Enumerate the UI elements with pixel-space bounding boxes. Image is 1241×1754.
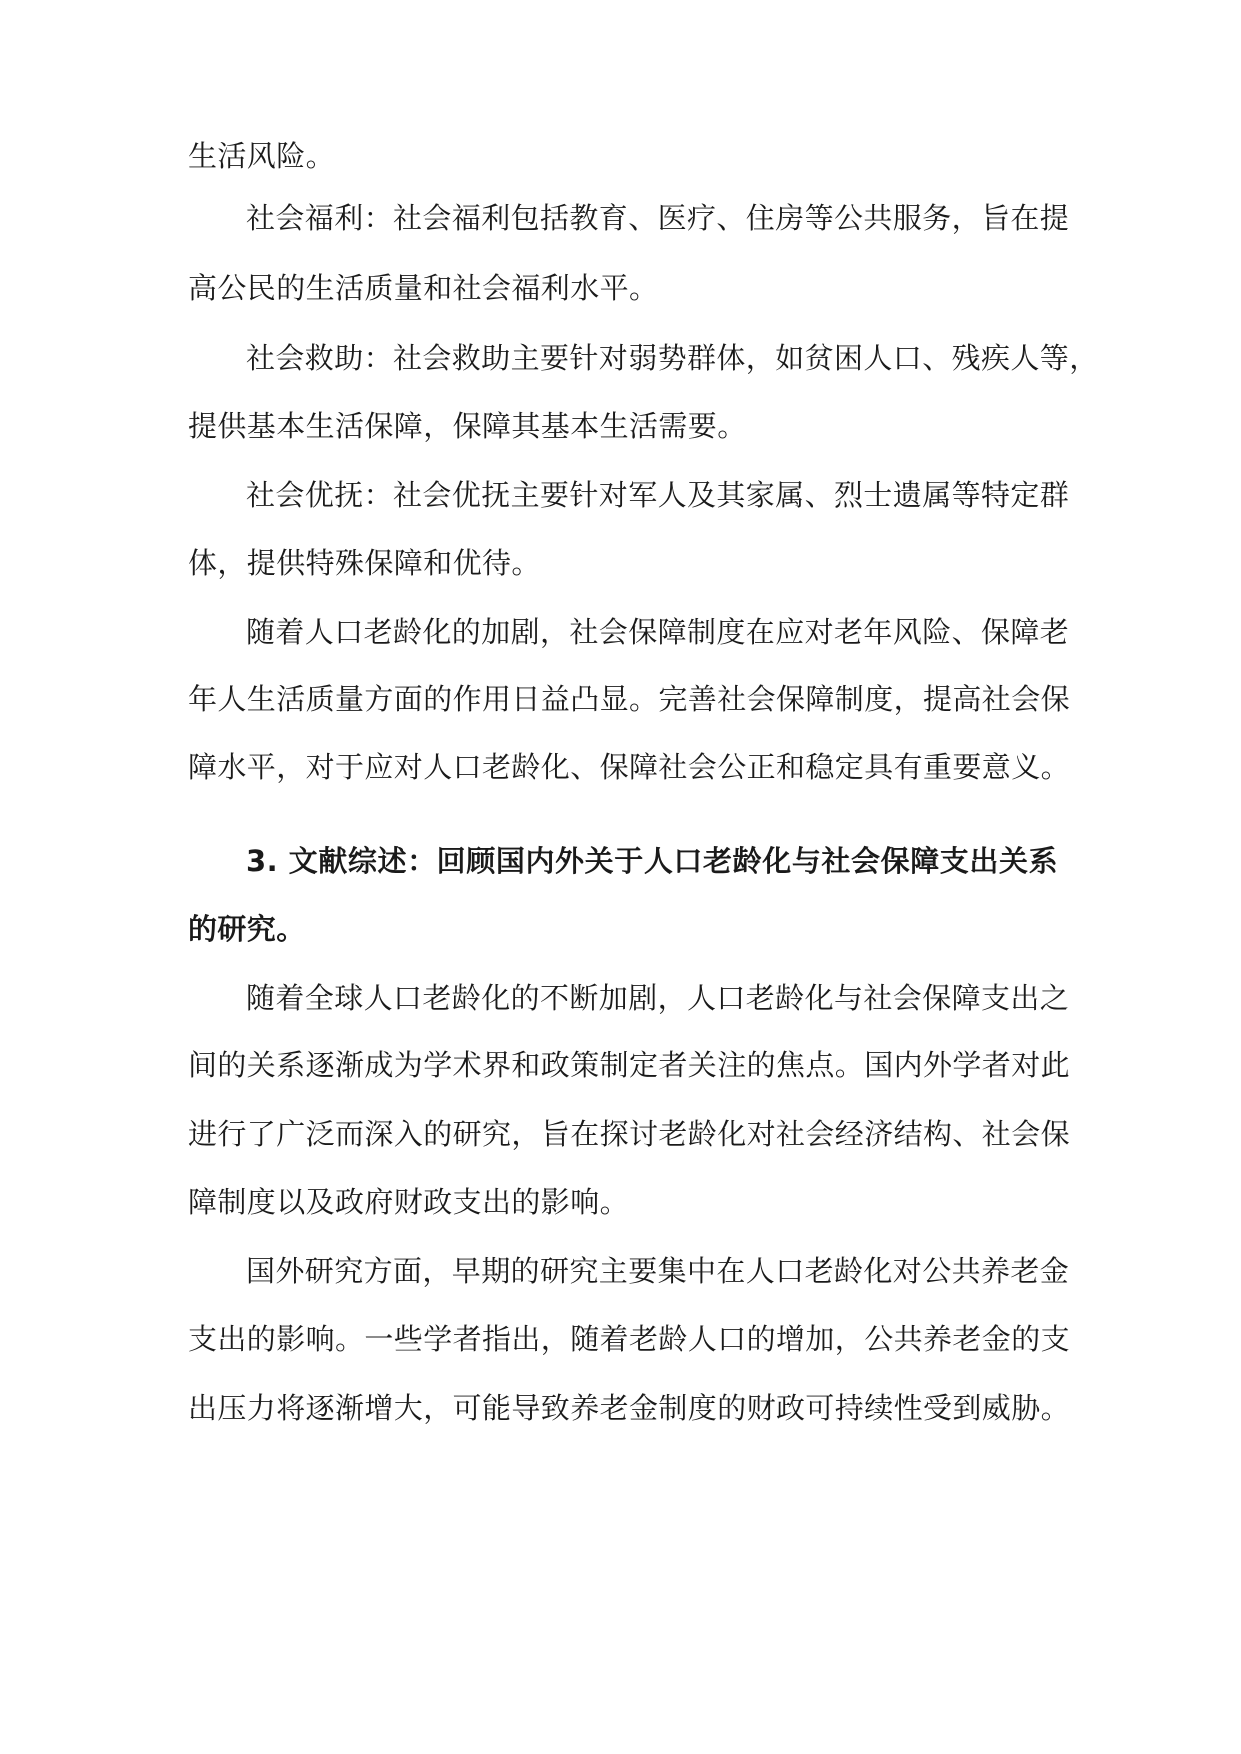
text-line: 障制度以及政府财政支出的影响。 (188, 1185, 630, 1219)
text-line: 间的关系逐渐成为学术界和政策制定者关注的焦点。国内外学者对此 (188, 1048, 1071, 1082)
section-heading: 3. 文献综述：回顾国内外关于人口老龄化与社会保障支出关系 (246, 844, 1058, 878)
text-line: 社会福利：社会福利包括教育、医疗、住房等公共服务，旨在提 (246, 201, 1070, 235)
text-line: 体，提供特殊保障和优待。 (188, 546, 541, 580)
text-line: 社会优抚：社会优抚主要针对军人及其家属、烈士遗属等特定群 (246, 478, 1070, 512)
text-line: 随着全球人口老龄化的不断加剧，人口老龄化与社会保障支出之 (246, 981, 1070, 1015)
text-line: 高公民的生活质量和社会福利水平。 (188, 271, 659, 305)
text-line: 社会救助：社会救助主要针对弱势群体，如贫困人口、残疾人等， (246, 341, 1099, 375)
text-line: 提供基本生活保障，保障其基本生活需要。 (188, 409, 747, 443)
text-line: 国外研究方面，早期的研究主要集中在人口老龄化对公共养老金 (246, 1254, 1070, 1288)
text-line: 随着人口老龄化的加剧，社会保障制度在应对老年风险、保障老 (246, 615, 1070, 649)
text-line: 障水平，对于应对人口老龄化、保障社会公正和稳定具有重要意义。 (188, 750, 1071, 784)
text-line: 出压力将逐渐增大，可能导致养老金制度的财政可持续性受到威胁。 (188, 1391, 1071, 1425)
text-line: 生活风险。 (188, 139, 336, 173)
text-line: 年人生活质量方面的作用日益凸显。完善社会保障制度，提高社会保 (188, 682, 1071, 716)
section-heading: 的研究。 (188, 912, 306, 946)
text-line: 支出的影响。一些学者指出，随着老龄人口的增加，公共养老金的支 (188, 1322, 1071, 1356)
text-line: 进行了广泛而深入的研究，旨在探讨老龄化对社会经济结构、社会保 (188, 1117, 1071, 1151)
